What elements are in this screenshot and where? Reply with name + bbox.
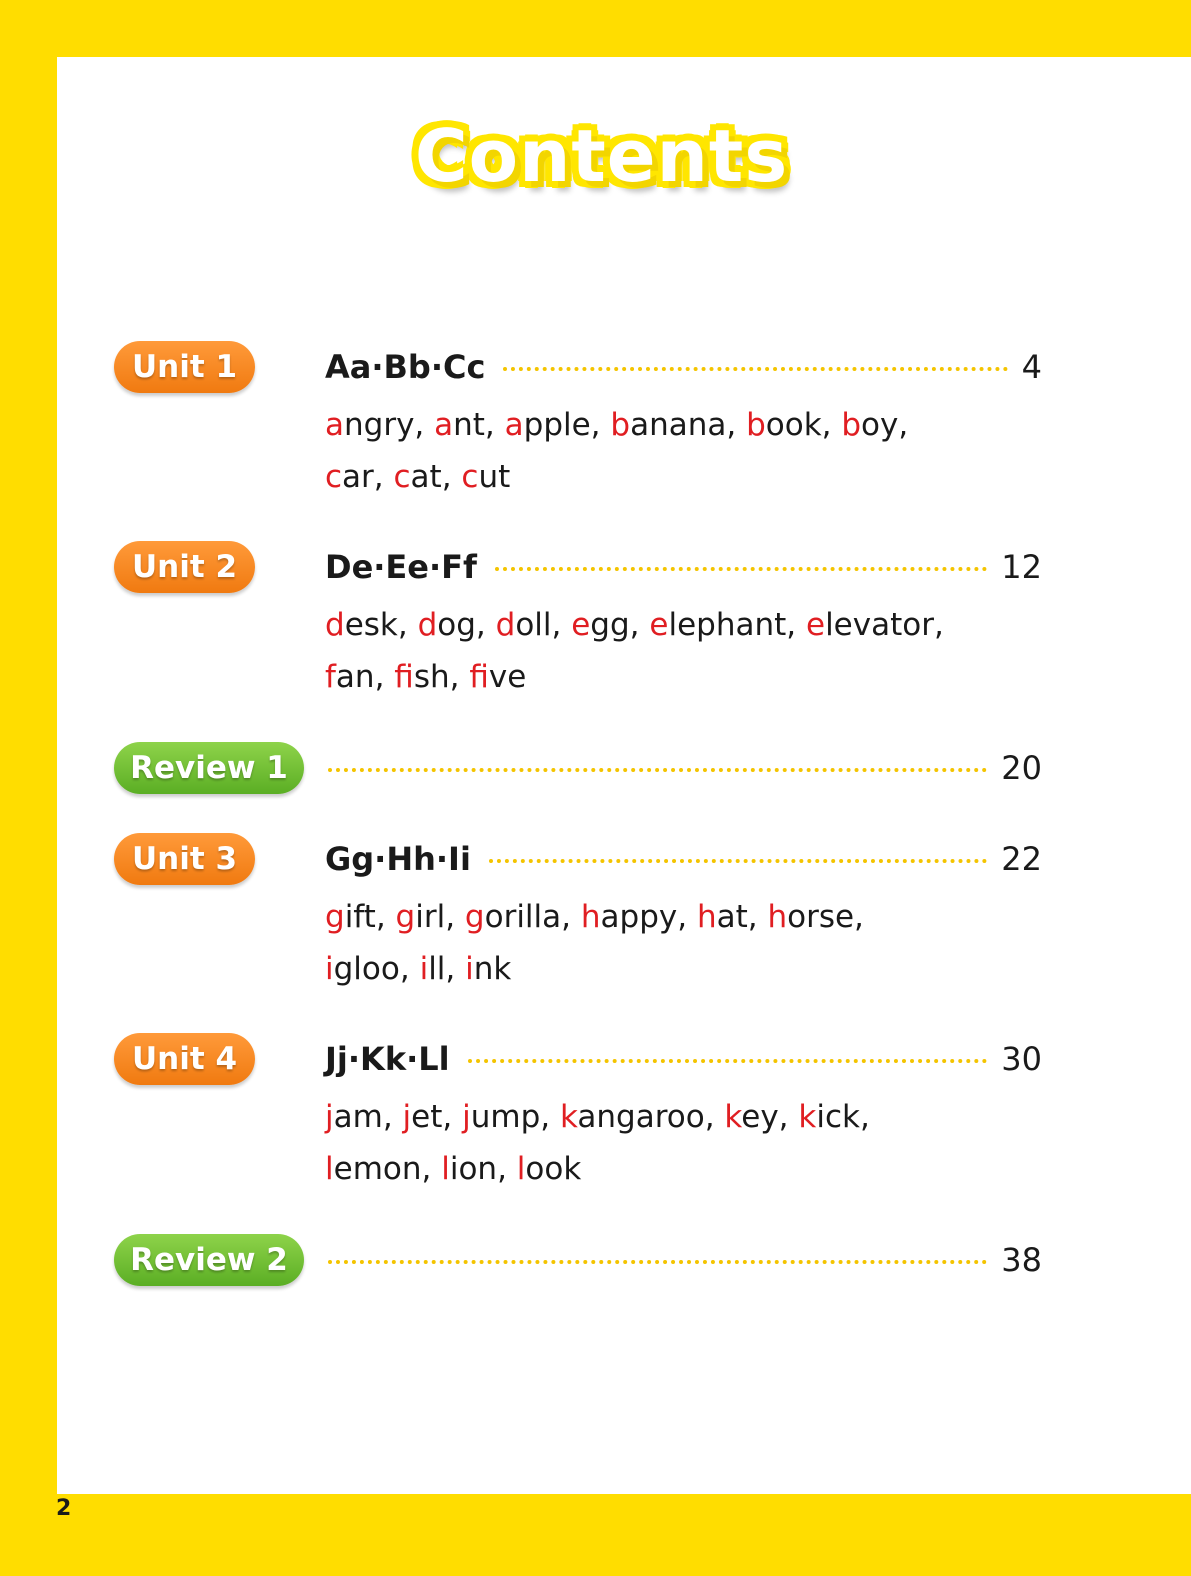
review-badge: Review 1 <box>114 742 304 794</box>
vocabulary-line <box>325 1091 870 1143</box>
dot-leader <box>468 1059 988 1063</box>
word-rest: gg, <box>590 607 650 643</box>
initial-letter: c <box>461 459 479 495</box>
unit-letters-heading: De·Ee·Ff <box>325 547 491 587</box>
title-block <box>0 114 1191 198</box>
initial-letter: k <box>798 1099 817 1135</box>
unit-badge: Unit 3 <box>114 833 255 885</box>
toc-page-number: 38 <box>1001 1241 1042 1279</box>
initial-letter: c <box>325 459 343 495</box>
initial-letter: f <box>469 659 489 695</box>
vocabulary-line <box>325 651 526 703</box>
word-rest: ut <box>478 459 511 495</box>
page-number-folio: 2 <box>56 1496 72 1521</box>
initial-letter: j <box>402 1099 412 1135</box>
dot-leader <box>495 567 987 571</box>
word-rest: irl, <box>415 899 465 935</box>
initial-letter: h <box>696 899 717 935</box>
word-rest: at, <box>716 899 768 935</box>
initial-letter: a <box>504 407 524 443</box>
vocabulary-line <box>325 399 908 451</box>
word-rest: orse, <box>787 899 864 935</box>
toc-page-number: 4 <box>1021 348 1042 386</box>
word-rest: ive <box>488 659 527 695</box>
word-rest: ump, <box>470 1099 560 1135</box>
word-rest: esk, <box>344 607 418 643</box>
word-rest: lephant, <box>668 607 806 643</box>
word-rest: angaroo, <box>577 1099 725 1135</box>
initial-letter: a <box>434 407 454 443</box>
initial-letter: a <box>325 407 344 443</box>
word-rest: et, <box>411 1099 463 1135</box>
word-rest: ey, <box>741 1099 799 1135</box>
page-title: Contents <box>414 114 789 198</box>
initial-letter: d <box>325 607 345 643</box>
word-rest: ngry, <box>344 407 435 443</box>
initial-letter: l <box>325 1151 334 1187</box>
initial-letter: l <box>441 1151 450 1187</box>
unit-badge: Unit 4 <box>114 1033 255 1085</box>
initial-letter: k <box>724 1099 742 1135</box>
dot-leader <box>489 859 987 863</box>
word-rest: levator, <box>825 607 944 643</box>
initial-letter: e <box>649 607 669 643</box>
unit-badge: Unit 1 <box>114 341 255 393</box>
word-rest: ook, <box>765 407 842 443</box>
initial-letter: g <box>325 899 345 935</box>
initial-letter: d <box>495 607 516 643</box>
unit-badge: Unit 2 <box>114 541 255 593</box>
initial-letter: i <box>325 951 334 987</box>
vocabulary-line <box>325 599 944 651</box>
word-rest: ish, <box>413 659 470 695</box>
vocabulary-line <box>325 451 510 503</box>
initial-letter: e <box>571 607 591 643</box>
initial-letter: i <box>465 951 474 987</box>
unit-letters-heading: Jj·Kk·Ll <box>325 1039 464 1079</box>
initial-letter: e <box>805 607 826 643</box>
unit-letters-heading: Aa·Bb·Cc <box>325 347 499 387</box>
word-rest: ick, <box>816 1099 870 1135</box>
word-rest: nt, <box>453 407 505 443</box>
initial-letter: h <box>767 899 788 935</box>
word-rest: appy, <box>600 899 697 935</box>
unit-letters-heading: Gg·Hh·Ii <box>325 839 485 879</box>
review-badge: Review 2 <box>114 1234 304 1286</box>
word-rest: orilla, <box>484 899 581 935</box>
toc-page-number: 22 <box>1001 840 1042 878</box>
vocabulary-line <box>325 943 511 995</box>
dot-leader <box>328 1260 987 1264</box>
word-rest: og, <box>437 607 496 643</box>
word-rest: ion, <box>449 1151 517 1187</box>
initial-letter: b <box>841 407 862 443</box>
word-rest: am, <box>333 1099 403 1135</box>
initial-letter: i <box>419 951 429 987</box>
word-rest: ook <box>525 1151 582 1187</box>
initial-letter: j <box>462 1099 471 1135</box>
word-rest: oll, <box>515 607 572 643</box>
vocabulary-line <box>325 891 864 943</box>
word-rest: ll, <box>428 951 466 987</box>
initial-letter: g <box>464 899 485 935</box>
word-rest: ift, <box>344 899 396 935</box>
initial-letter: k <box>559 1099 578 1135</box>
initial-letter: f <box>325 659 336 695</box>
toc-page-number: 12 <box>1001 548 1042 586</box>
word-rest: emon, <box>333 1151 442 1187</box>
word-rest: nk <box>473 951 512 987</box>
initial-letter: d <box>417 607 438 643</box>
dot-leader <box>328 768 987 772</box>
word-rest: an, <box>335 659 395 695</box>
initial-letter: f <box>394 659 414 695</box>
initial-letter: c <box>393 459 411 495</box>
initial-letter: b <box>610 407 631 443</box>
initial-letter: b <box>746 407 766 443</box>
word-rest: oy, <box>861 407 909 443</box>
toc-page-number: 30 <box>1001 1040 1042 1078</box>
word-rest: gloo, <box>333 951 420 987</box>
word-rest: pple, <box>523 407 611 443</box>
word-rest: at, <box>410 459 462 495</box>
initial-letter: h <box>580 899 601 935</box>
initial-letter: l <box>516 1151 526 1187</box>
vocabulary-line <box>325 1143 581 1195</box>
initial-letter: j <box>325 1099 334 1135</box>
dot-leader <box>503 367 1007 371</box>
word-rest: anana, <box>630 407 747 443</box>
initial-letter: g <box>395 899 416 935</box>
toc-page-number: 20 <box>1001 749 1042 787</box>
word-rest: ar, <box>342 459 394 495</box>
